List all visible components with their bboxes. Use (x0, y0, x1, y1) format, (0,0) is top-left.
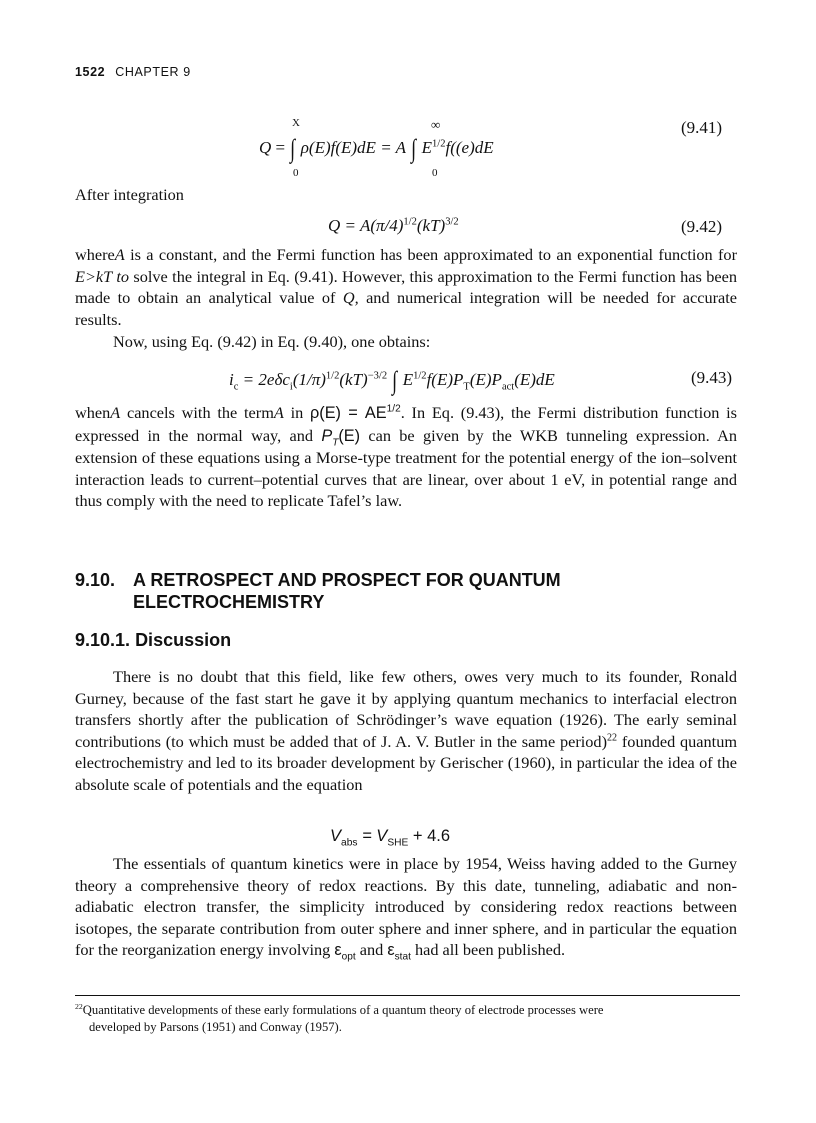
para5-text-3: had all been published. (410, 940, 566, 960)
section-title-line-1: A RETROSPECT AND PROSPECT FOR QUANTUM (133, 570, 561, 590)
eq-941-integrand-2a: E (421, 138, 433, 157)
eq-943-pact-sub: act (501, 381, 515, 393)
para5-text-2: and (355, 940, 388, 960)
eq-941-lower-limit-1: 0 (293, 167, 299, 179)
eq-vabs-sub-2: SHE (387, 837, 409, 849)
eq-943-p4: E (402, 370, 414, 389)
eq-943-i: i (229, 370, 234, 389)
para3-text-4: . In Eq. (9.43), the Fermi distribution function is expressed in the normal way, and (75, 403, 737, 445)
section-number: 9.10. (75, 570, 116, 590)
footnote-mark: 22 (75, 1001, 83, 1011)
eq-942-sup-2: 3/2 (445, 216, 459, 228)
eq-942 (328, 216, 459, 236)
para1-condition: E>kT to (75, 266, 129, 286)
eq-943-p6: (E)P (469, 370, 502, 389)
footnote-divider (75, 995, 740, 996)
eq-943-p7: (E)dE (514, 370, 555, 389)
page-number: 1522 (75, 65, 106, 79)
eq-943-i-sub: c (233, 381, 239, 393)
eq-941-lhs: Q (259, 138, 272, 157)
subsection-number: 9.10.1. (75, 630, 131, 650)
eq-941-equals-a: = A (380, 138, 406, 157)
eq-943-p5: f(E)P (426, 370, 464, 389)
para1-text-3: solve the integral in Eq. (9.41). However, this approximation to the Fermi function has been made to obtain an analytical value of (75, 266, 737, 308)
section-title (133, 569, 561, 613)
para1-text-1: where (75, 245, 115, 264)
para3-math-2b: (E) (338, 426, 361, 445)
para1-text-4: and numerical integration will be needed for accurate results. (75, 288, 737, 329)
eq-943-pt-sub: T (463, 381, 470, 393)
para2-text: Now, using Eq. (9.42) in Eq. (9.40), one obtains: (113, 332, 431, 351)
integral-sign-icon: ∫ (411, 134, 417, 163)
eq-941-integrand-2b: f((e)dE (445, 138, 494, 157)
eq-vabs-mid: = V (357, 827, 388, 845)
footnote-ref-22: 22 (607, 732, 618, 744)
para3-text-2: cancels with the term (120, 403, 274, 422)
eq-vabs-v1: V (330, 827, 342, 845)
section-title-line-2: ELECTROCHEMISTRY (133, 592, 325, 612)
eq-942-number: (9.42) (681, 217, 723, 236)
eq-943 (229, 368, 555, 394)
eq-941-integrand-1: ρ(E)f(E)dE (300, 138, 376, 157)
eq-941-equals: = (275, 138, 286, 157)
paragraph-using-eq (75, 331, 737, 353)
eq-943-number: (9.43) (691, 368, 733, 387)
paragraph-fermi-approximation (75, 244, 737, 330)
running-head (75, 65, 191, 79)
eq-941-upper-limit-1: X (292, 117, 300, 129)
eq-943-sup-2: −3/2 (367, 370, 388, 382)
para3-text-1: when (75, 403, 111, 422)
eq-942-sup-1: 1/2 (403, 216, 417, 228)
para3-math-1-sup: 1/2 (386, 403, 401, 415)
epsilon-opt-sub: opt (341, 951, 356, 963)
para3-math-2: P (321, 426, 333, 445)
integral-sign-icon: ∫ (392, 366, 398, 395)
paragraph-fermi-distribution (75, 402, 737, 512)
para4-text-2: founded quantum electrochemistry and led to its broader development by Gerischer (1960), in particular the idea of the absolute scale of potentials and the equation (75, 731, 737, 794)
eq-943-p3: (kT) (339, 370, 368, 389)
eq-941 (259, 136, 494, 162)
integral-sign-icon: ∫ (290, 134, 296, 163)
chapter-label: CHAPTER 9 (115, 65, 191, 79)
eq-941-lower-limit-2: 0 (432, 167, 438, 179)
para4-text-1: There is no doubt that this field, like few others, owes very much to its founder, Ronald Gurney, because of the fast start he gave it by applying quantum mechanics to interfacial electron transfers shortly after the publication of Schrödinger’s wave equation (1926). The early seminal contributions (to which must be added that of J. A. V. Butler in the same period) (75, 667, 737, 751)
epsilon-stat: ε (387, 941, 395, 960)
eq-943-sup-1: 1/2 (325, 370, 340, 382)
epsilon-stat-sub: stat (394, 951, 411, 963)
footnote-line-1: Quantitative developments of these early formulations of a quantum theory of electrode processes were (82, 1003, 604, 1017)
eq-943-sup-3: 1/2 (413, 370, 427, 382)
subsection-heading (75, 630, 231, 651)
footnote-line-2: developed by Parsons (1951) and Conway (1957). (89, 1019, 342, 1034)
para3-var-a2: A (273, 403, 284, 422)
epsilon-opt: ε (334, 941, 342, 960)
para3-var-a: A (110, 403, 121, 422)
eq-942-b: (kT) (416, 216, 446, 235)
eq-943-p2: (1/π) (292, 370, 326, 389)
para1-var-a: A (114, 245, 125, 264)
eq-vabs-end: + 4.6 (408, 827, 451, 845)
eq-941-number: (9.41) (681, 118, 723, 137)
eq-941-integrand-2-sup: 1/2 (432, 138, 446, 150)
para1-text-2: is a constant, and the Fermi function has been approximated to an exponential function for (124, 245, 737, 264)
para3-text-3: in (283, 403, 311, 422)
paragraph-quantum-kinetics (75, 853, 737, 962)
eq-943-ci-sub: i (289, 381, 293, 393)
para5-text-1: The essentials of quantum kinetics were in place by 1954, Weiss having added to the Gurney theory a comprehensive theory of redox reactions. By this date, tunneling, adiabatic and non-adiabatic electron transfer, the simplicity introduced by considering redox reactions between isotopes, the separate contribution from outer sphere and inner sphere, and in particular the equation for the reorganization energy involving (75, 854, 737, 960)
para3-math-1: ρ(E) = AE (310, 404, 387, 422)
eq-vabs-sub-1: abs (341, 837, 358, 849)
para3-math-2-sub: T (332, 436, 339, 448)
after-integration-text: After integration (75, 185, 184, 204)
subsection-title: Discussion (135, 630, 232, 650)
eq-941-upper-limit-2: ∞ (431, 117, 441, 132)
eq-942-a: Q = A(π/4) (328, 216, 404, 235)
footnote-22 (75, 1002, 737, 1035)
para3-text-5: can be given by the WKB tunneling expression. An extension of these equations using a Morse-type treatment for the potential energy of the ion–solvent interaction leads to current–potential curves that are linear, over about 1 eV, in potential range and thus comply with the need to replicate Tafel’s law. (75, 425, 737, 511)
paragraph-gurney-history (75, 666, 737, 796)
eq-943-p1: = 2eδc (238, 370, 290, 389)
para1-var-q: Q, (342, 288, 359, 308)
eq-vabs (330, 827, 451, 849)
